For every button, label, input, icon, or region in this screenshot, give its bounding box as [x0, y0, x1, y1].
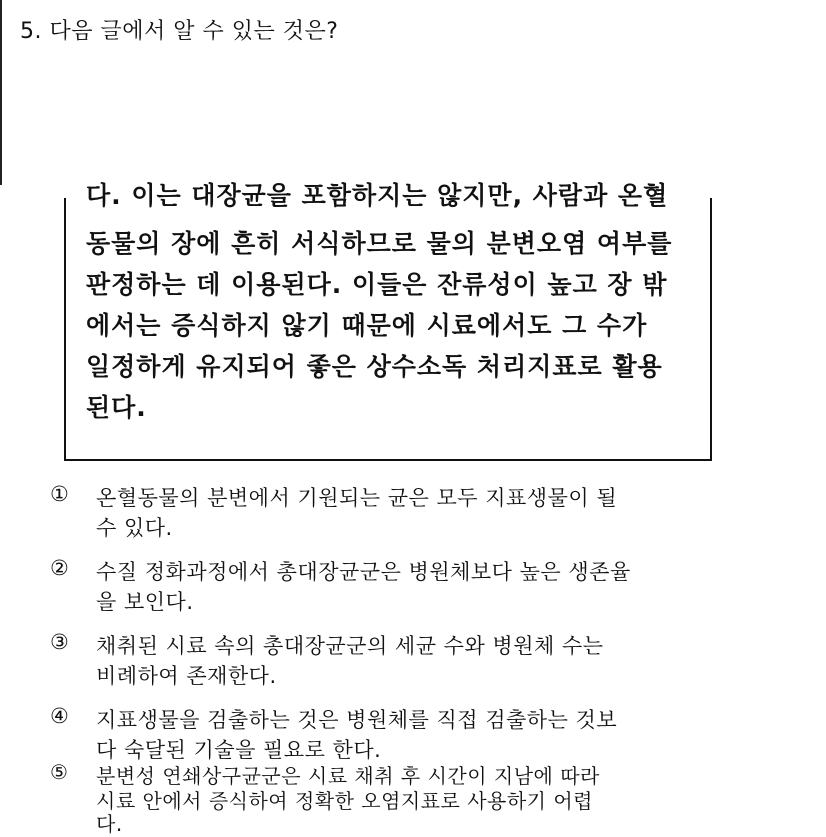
option-5-text[interactable]: 시료 안에서 증식하여 정확한 오염지표로 사용하기 어렵	[96, 789, 594, 813]
option-4-number[interactable]: ④	[50, 704, 69, 728]
option-5-number[interactable]: ⑤	[50, 760, 68, 784]
passage-line: 에서는 증식하지 않기 때문에 시료에서도 그 수가	[86, 311, 648, 340]
option-5-text[interactable]: 다.	[96, 812, 123, 836]
option-3-text[interactable]: 비례하여 존재한다.	[96, 664, 277, 688]
passage-line: 된다.	[86, 393, 147, 422]
passage-line: 동물의 장에 흔히 서식하므로 물의 분변오염 여부를	[86, 229, 673, 258]
passage-cut-line: 다. 이는 대장균을 포함하지는 않지만, 사람과 온혈	[86, 181, 669, 210]
passage-line: 일정하게 유지되어 좋은 상수소독 처리지표로 활용	[86, 352, 663, 381]
option-5-text[interactable]: 분변성 연쇄상구균군은 시료 채취 후 시간이 지남에 따라	[96, 764, 600, 788]
passage-box	[64, 181, 712, 461]
question-title: 5. 다음 글에서 알 수 있는 것은?	[20, 19, 339, 44]
option-2-number[interactable]: ②	[50, 556, 69, 580]
left-margin-rule	[0, 0, 2, 185]
option-1-text[interactable]: 수 있다.	[96, 516, 173, 540]
option-1-text[interactable]: 온혈동물의 분변에서 기원되는 균은 모두 지표생물이 될	[96, 486, 618, 510]
option-4-text[interactable]: 다 숙달된 기술을 필요로 한다.	[96, 738, 382, 762]
option-3-number[interactable]: ③	[50, 630, 69, 654]
option-4-text[interactable]: 지표생물을 검출하는 것은 병원체를 직접 검출하는 것보	[96, 708, 618, 732]
passage-line: 판정하는 데 이용된다. 이들은 잔류성이 높고 장 밖	[86, 270, 668, 299]
option-2-text[interactable]: 을 보인다.	[96, 590, 194, 614]
option-1-number[interactable]: ①	[50, 482, 69, 506]
option-2-text[interactable]: 수질 정화과정에서 총대장균군은 병원체보다 높은 생존율	[96, 560, 631, 584]
option-3-text[interactable]: 채취된 시료 속의 총대장균군의 세균 수와 병원체 수는	[96, 634, 604, 658]
